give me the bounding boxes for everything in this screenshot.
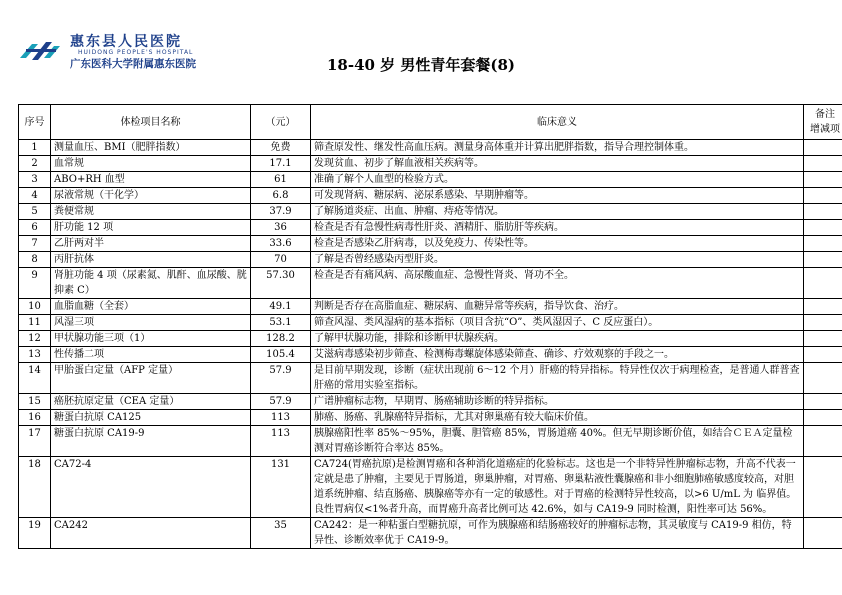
table-row [19, 172, 842, 188]
row-price: 57.30 [251, 268, 311, 299]
row-price: 113 [251, 410, 311, 426]
row-remark [804, 188, 842, 204]
row-clinical-meaning: 检查是否感染乙肝病毒，以及免疫力、传染性等。 [311, 236, 804, 252]
row-remark [804, 410, 842, 426]
row-number: 15 [19, 394, 51, 410]
row-number: 3 [19, 172, 51, 188]
table-row [19, 331, 842, 347]
logo-chinese-name: 惠东县人民医院 [70, 34, 182, 50]
row-remark [804, 457, 842, 518]
table-row [19, 394, 842, 410]
row-remark [804, 347, 842, 363]
table-row [19, 268, 842, 299]
row-item-name: CA242 [51, 518, 251, 549]
row-item-name: 甲状腺功能三项（1） [51, 331, 251, 347]
row-clinical-meaning: CA242：是一种粘蛋白型糖抗原，可作为胰腺癌和结肠癌较好的肿瘤标志物，其灵敏度与 CA19-9 相仿，特异性、诊断效率优于 CA19-9。 [311, 518, 804, 549]
row-number: 5 [19, 204, 51, 220]
checkup-package-table [18, 104, 842, 549]
row-number: 2 [19, 156, 51, 172]
row-item-name: 粪便常规 [51, 204, 251, 220]
page-title: 18-40 岁 男性青年套餐(8) [326, 56, 516, 74]
row-number: 13 [19, 347, 51, 363]
row-item-name: 风湿三项 [51, 315, 251, 331]
row-item-name: 乙肝两对半 [51, 236, 251, 252]
table-row [19, 140, 842, 156]
row-clinical-meaning: 了解是否曾经感染丙型肝炎。 [311, 252, 804, 268]
row-number: 6 [19, 220, 51, 236]
row-item-name: 尿液常规（干化学） [51, 188, 251, 204]
row-clinical-meaning: 广谱肿瘤标志物，早期胃、肠癌辅助诊断的特异指标。 [311, 394, 804, 410]
row-price: 37.9 [251, 204, 311, 220]
row-remark [804, 156, 842, 172]
row-price: 53.1 [251, 315, 311, 331]
row-number: 18 [19, 457, 51, 518]
table-row [19, 156, 842, 172]
row-price: 57.9 [251, 363, 311, 394]
row-remark [804, 299, 842, 315]
table-row [19, 457, 842, 518]
row-item-name: 糖蛋白抗原 CA125 [51, 410, 251, 426]
row-remark [804, 236, 842, 252]
table-row [19, 299, 842, 315]
row-item-name: 丙肝抗体 [51, 252, 251, 268]
row-remark [804, 331, 842, 347]
logo-affiliation: 广东医科大学附属惠东医院 [70, 58, 196, 70]
row-number: 10 [19, 299, 51, 315]
logo-english-name: HUIDONG PEOPLE'S HOSPITAL [78, 49, 194, 56]
row-remark [804, 140, 842, 156]
table-header-row [19, 105, 842, 140]
table-row [19, 315, 842, 331]
row-price: 33.6 [251, 236, 311, 252]
row-number: 1 [19, 140, 51, 156]
row-price: 128.2 [251, 331, 311, 347]
header-clinical-meaning: 临床意义 [311, 105, 804, 140]
table-row [19, 236, 842, 252]
row-item-name: 性传播二项 [51, 347, 251, 363]
table-row [19, 363, 842, 394]
row-number: 14 [19, 363, 51, 394]
row-clinical-meaning: 艾滋病毒感染初步筛查、检测梅毒螺旋体感染筛查、确诊、疗效观察的手段之一。 [311, 347, 804, 363]
header-no: 序号 [19, 105, 51, 140]
row-price: 70 [251, 252, 311, 268]
row-remark [804, 426, 842, 457]
table-row [19, 410, 842, 426]
header-item-name: 体检项目名称 [51, 105, 251, 140]
row-price: 113 [251, 426, 311, 457]
row-clinical-meaning: 胰腺癌阳性率 85%～95%，胆囊、胆管癌 85%，胃肠道癌 40%。但无早期诊断价值，如结合ＣＥＡ定量检测对胃癌诊断符合率达 85%。 [311, 426, 804, 457]
row-number: 7 [19, 236, 51, 252]
row-number: 16 [19, 410, 51, 426]
row-price: 17.1 [251, 156, 311, 172]
row-clinical-meaning: CA724(胃癌抗原)是检测胃癌和各种消化道癌症的化验标志。这也是一个非特异性肿瘤标志物，升高不代表一定就是患了肿瘤，主要见于胃肠道，卵巢肿瘤，对胃癌、卵巢粘液性囊腺癌和非小细胞肺癌敏感度较高，对胆道系统肿瘤、结直肠癌、胰腺癌等亦有一定的敏感性。对于胃癌的检测特异性较高，以>6 U/mL 为 临界值。良性胃病仅<1%者升高，而胃癌升高者比例可达 42.6%，如与 CA19-9 同时检测，阳性率可达 56%。 [311, 457, 804, 518]
row-remark [804, 363, 842, 394]
row-number: 19 [19, 518, 51, 549]
row-item-name: CA72-4 [51, 457, 251, 518]
header-remark-line2: 增减项 [810, 124, 840, 135]
row-item-name: 血常规 [51, 156, 251, 172]
row-clinical-meaning: 肺癌、肠癌、乳腺癌特异指标，尤其对卵巢癌有较大临床价值。 [311, 410, 804, 426]
row-item-name: 癌胚抗原定量（CEA 定量） [51, 394, 251, 410]
row-clinical-meaning: 检查是否有痛风病、高尿酸血症、急慢性肾炎、肾功不全。 [311, 268, 804, 299]
row-remark [804, 252, 842, 268]
row-price: 57.9 [251, 394, 311, 410]
row-price: 61 [251, 172, 311, 188]
row-price: 131 [251, 457, 311, 518]
row-price: 35 [251, 518, 311, 549]
header-remark [804, 105, 842, 140]
row-number: 11 [19, 315, 51, 331]
table-row [19, 204, 842, 220]
header-price: （元） [251, 105, 311, 140]
row-remark [804, 220, 842, 236]
table-row [19, 252, 842, 268]
row-price: 36 [251, 220, 311, 236]
row-clinical-meaning: 筛查原发性、继发性高血压病。测量身高体重并计算出肥胖指数，指导合理控制体重。 [311, 140, 804, 156]
row-clinical-meaning: 了解甲状腺功能，排除和诊断甲状腺疾病。 [311, 331, 804, 347]
row-clinical-meaning: 了解肠道炎症、出血、肿瘤、痔疮等情况。 [311, 204, 804, 220]
table-row [19, 347, 842, 363]
table-row [19, 518, 842, 549]
row-clinical-meaning: 可发现肾病、糖尿病、泌尿系感染、早期肿瘤等。 [311, 188, 804, 204]
row-remark [804, 315, 842, 331]
row-item-name: 肝功能 12 项 [51, 220, 251, 236]
row-number: 9 [19, 268, 51, 299]
row-remark [804, 394, 842, 410]
row-remark [804, 268, 842, 299]
table-row [19, 188, 842, 204]
row-clinical-meaning: 是目前早期发现，诊断（症状出现前 6～12 个月）肝癌的特异指标。特异性仅次于病理检查，是普通人群普查肝癌的常用实验室指标。 [311, 363, 804, 394]
row-remark [804, 518, 842, 549]
row-item-name: 血脂血糖（全套） [51, 299, 251, 315]
row-price: 免费 [251, 140, 311, 156]
row-number: 12 [19, 331, 51, 347]
row-item-name: 甲胎蛋白定量（AFP 定量） [51, 363, 251, 394]
header-remark-line1: 备注 [815, 109, 835, 120]
table-body [19, 140, 842, 549]
row-clinical-meaning: 准确了解个人血型的检验方式。 [311, 172, 804, 188]
row-item-name: ABO+RH 血型 [51, 172, 251, 188]
row-clinical-meaning: 发现贫血、初步了解血液相关疾病等。 [311, 156, 804, 172]
row-number: 4 [19, 188, 51, 204]
row-price: 49.1 [251, 299, 311, 315]
row-clinical-meaning: 检查是否有急慢性病毒性肝炎、酒精肝、脂肪肝等疾病。 [311, 220, 804, 236]
row-item-name: 糖蛋白抗原 CA19-9 [51, 426, 251, 457]
row-number: 17 [19, 426, 51, 457]
row-item-name: 肾脏功能 4 项（尿素氮、肌酐、血尿酸、胱抑素 C） [51, 268, 251, 299]
row-price: 105.4 [251, 347, 311, 363]
table-row [19, 220, 842, 236]
row-remark [804, 204, 842, 220]
table-row [19, 426, 842, 457]
row-clinical-meaning: 判断是否存在高脂血症、糖尿病、血糖异常等疾病，指导饮食、治疗。 [311, 299, 804, 315]
row-number: 8 [19, 252, 51, 268]
row-clinical-meaning: 筛查风湿、类风湿病的基本指标（项目含抗“O”、类风湿因子、C 反应蛋白）。 [311, 315, 804, 331]
row-remark [804, 172, 842, 188]
row-price: 6.8 [251, 188, 311, 204]
row-item-name: 测量血压、BMI（肥胖指数） [51, 140, 251, 156]
